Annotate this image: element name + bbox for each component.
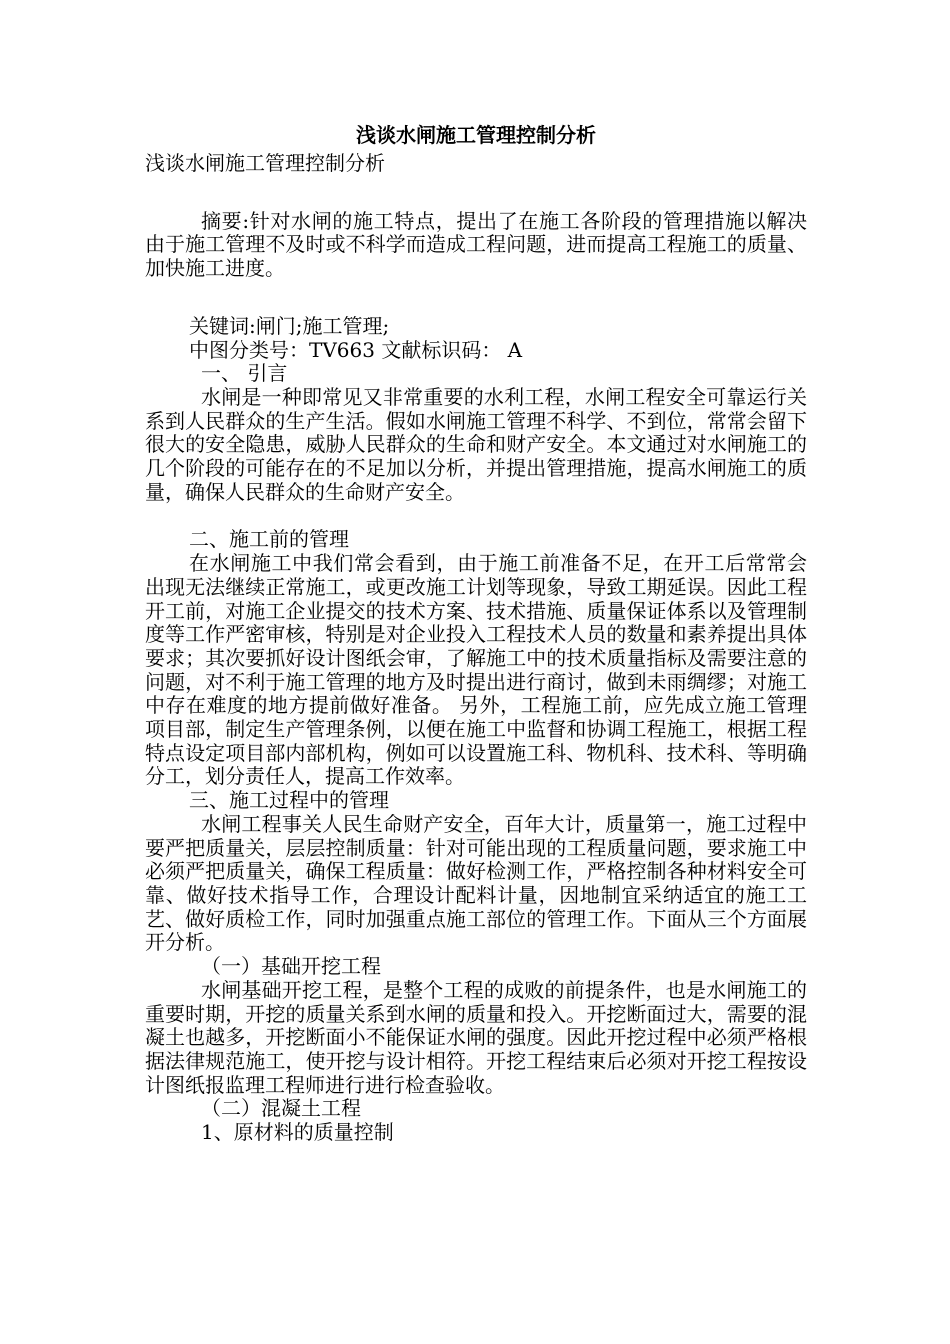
spacer bbox=[145, 176, 807, 210]
foundation-paragraph: 水闸基础开挖工程，是整个工程的成败的前提条件，也是水闸施工的重要时期，开挖的质量关系到水闸的质量和投入。开挖断面过大，需要的混凝土也越多，开挖断面小不能保证水闸的强度。因此开挖过程中必须严格根据法律规范施工，使开挖与设计相符。开挖工程结束后必须对开挖工程按设计图纸报监理工程师进行进行检查验收。 bbox=[145, 977, 807, 1097]
section-heading-during-construction: 三、施工过程中的管理 bbox=[189, 788, 389, 813]
keywords-line: 关键词:闸门;施工管理; bbox=[189, 313, 390, 338]
subsection-heading-concrete: （二）混凝土工程 bbox=[201, 1096, 361, 1121]
spacer bbox=[145, 504, 807, 528]
pre-construction-paragraph: 在水闸施工中我们常会看到，由于施工前准备不足，在开工后常常会出现无法继续正常施工，或更改施工计划等现象，导致工期延误。因此工程开工前，对施工企业提交的技术方案、技术措施、质量保证体系以及管理制度等工作严密审核，特别是对企业投入工程技术人员的数量和素养提出具体要求；其次要抓好设计图纸会审，了解施工中的技术质量指标及需要注意的问题，对不利于施工管理的地方及时提出进行商讨，做到未雨绸缪；对施工中存在难度的地方提前做好准备。 另外，工程施工前，应先成立施工管理项目部，制定生产管理条例，以便在施工中监督和协调工程施工，根据工程特点设定项目部内部机构，例如可以设置施工科、物机科、技术科、等明确分工，划分责任人，提高工作效率。 bbox=[145, 551, 807, 789]
intro-paragraph: 水闸是一种即常见又非常重要的水利工程，水闸工程安全可靠运行关系到人民群众的生产生活。假如水闸施工管理不科学、不到位，常常会留下很大的安全隐患，威胁人民群众的生命和财产安全。本文通过对水闸施工的几个阶段的可能存在的不足加以分析，并提出管理措施，提高水闸施工的质量，确保人民群众的生命财产安全。 bbox=[145, 384, 807, 504]
abstract-paragraph: 摘要:针对水闸的施工特点，提出了在施工各阶段的管理措施以解决由于施工管理不及时或不科学而造成工程问题，进而提高工程施工的质量、加快施工进度。 bbox=[145, 208, 807, 281]
document-title: 浅谈水闸施工管理控制分析 bbox=[356, 123, 596, 147]
concrete-item-1: 1、原材料的质量控制 bbox=[201, 1120, 394, 1145]
subsection-heading-foundation: （一）基础开挖工程 bbox=[201, 954, 381, 979]
document-subtitle: 浅谈水闸施工管理控制分析 bbox=[145, 151, 385, 175]
classification-line: 中图分类号：TV663 文献标识码： A bbox=[189, 337, 523, 362]
document-page bbox=[145, 118, 807, 1145]
section-heading-intro: 一、 引言 bbox=[201, 361, 288, 386]
during-construction-paragraph: 水闸工程事关人民生命财产安全，百年大计，质量第一，施工过程中要严把质量关，层层控制质量：针对可能出现的工程质量问题，要求施工中必须严把质量关，确保工程质量：做好检测工作，严格控制各种材料安全可靠、做好技术指导工作，合理设计配料计量，因地制宜采纳适宜的施工工艺、做好质检工作，同时加强重点施工部位的管理工作。下面从三个方面展开分析。 bbox=[145, 811, 807, 955]
spacer bbox=[145, 281, 807, 315]
section-heading-pre-construction: 二、施工前的管理 bbox=[189, 527, 349, 552]
